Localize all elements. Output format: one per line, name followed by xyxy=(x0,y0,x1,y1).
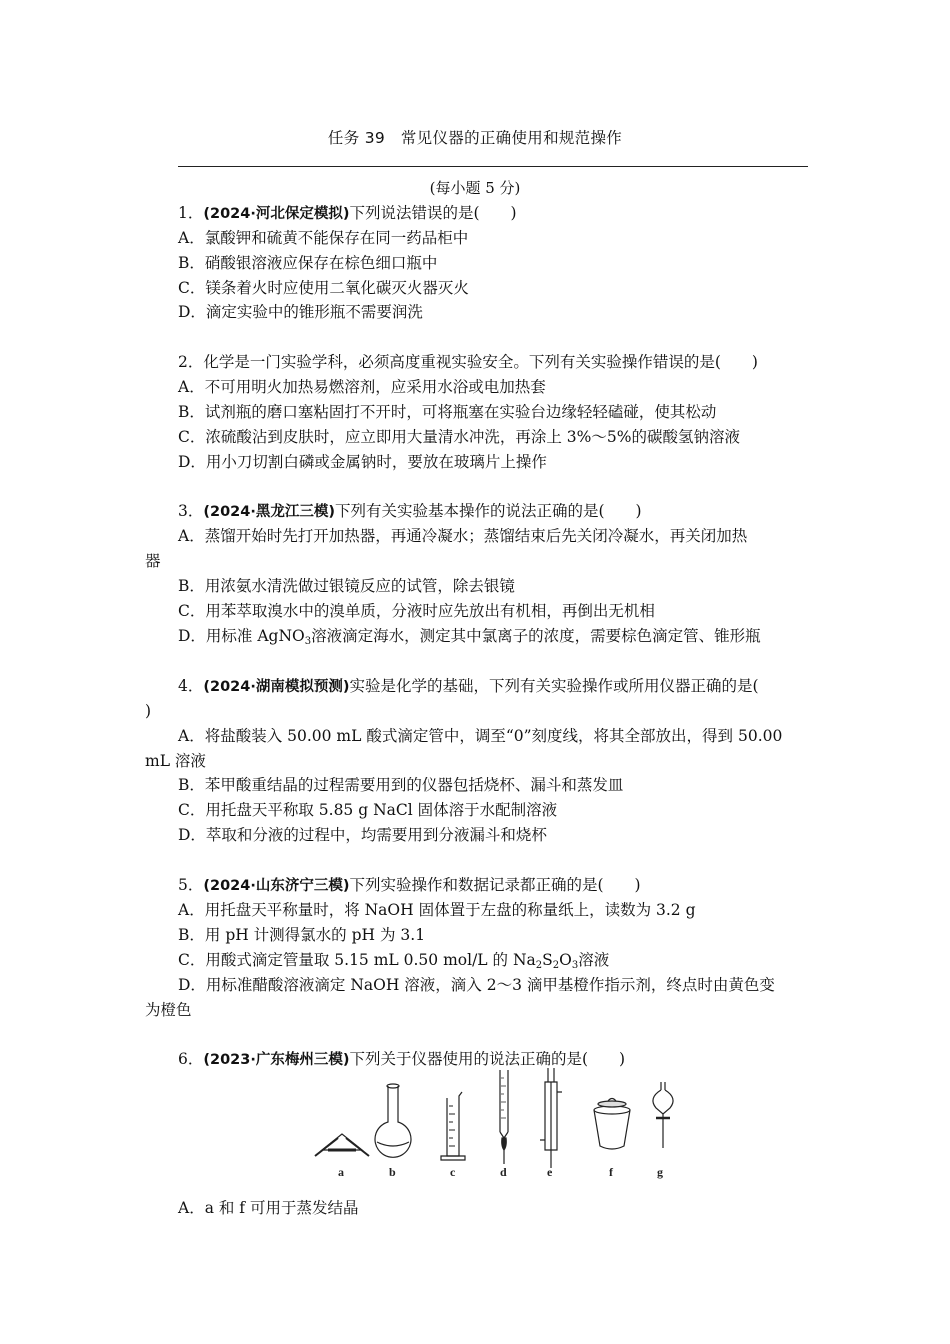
question-2-option-d: D．用小刀切割白磷或金属钠时，要放在玻璃片上操作 xyxy=(178,453,547,471)
question-5-option-d-cont: 为橙色 xyxy=(145,1001,192,1019)
question-6-option-a: A．a 和 f 可用于蒸发结晶 xyxy=(178,1199,359,1217)
question-3-option-d: D．用标准 AgNO$_3$溶液滴定海水，测定其中氯离子的浓度，需要棕色滴定管、锥形瓶 xyxy=(178,627,761,647)
question-6-stem: 6．(2023·广东梅州三模)下列关于仪器使用的说法正确的是( ) xyxy=(178,1050,626,1068)
question-2-stem: 2．化学是一门实验学科，必须高度重视实验安全。下列有关实验操作错误的是( ) xyxy=(178,353,758,371)
question-2-option-c: C．浓硫酸沾到皮肤时，应立即用大量清水冲洗，再涂上 3%～5%的碳酸氢钠溶液 xyxy=(178,428,740,446)
question-5-stem: 5．(2024·山东济宁三模)下列实验操作和数据记录都正确的是( ) xyxy=(178,876,641,894)
question-5-option-b: B．用 pH 计测得氯水的 pH 为 3.1 xyxy=(178,926,426,944)
round-bottom-flask-icon xyxy=(375,1084,411,1157)
burette-icon xyxy=(500,1070,508,1164)
condenser-icon xyxy=(540,1068,562,1168)
question-3-option-b: B．用浓氨水清洗做过银镜反应的试管，除去银镜 xyxy=(178,577,515,595)
question-4-stem-cont: ) xyxy=(145,702,152,720)
question-5-option-d: D．用标准醋酸溶液滴定 NaOH 溶液，滴入 2～3 滴甲基橙作指示剂，终点时由黄色变 xyxy=(178,976,775,994)
question-3-option-a: A．蒸馏开始时先打开加热器，再通冷凝水；蒸馏结束后先关闭冷凝水，再关闭加热 xyxy=(178,527,748,545)
question-4-option-d: D．萃取和分液的过程中，均需要用到分液漏斗和烧杯 xyxy=(178,826,547,844)
figure-label-e: e xyxy=(547,1165,553,1179)
page-title: 任务 39 常见仪器的正确使用和规范操作 xyxy=(327,129,623,147)
separatory-funnel-icon xyxy=(653,1082,673,1148)
figure-label-d: d xyxy=(500,1165,507,1179)
figure-label-c: c xyxy=(450,1165,456,1179)
question-4-option-b: B．苯甲酸重结晶的过程需要用到的仪器包括烧杯、漏斗和蒸发皿 xyxy=(178,776,624,794)
question-4-option-a-cont: mL 溶液 xyxy=(145,752,206,770)
apparatus-figure xyxy=(310,1068,690,1190)
score-note: (每小题 5 分) xyxy=(429,179,521,197)
question-1-option-c: C．镁条着火时应使用二氧化碳灭火器灭火 xyxy=(178,279,469,297)
question-4-option-c: C．用托盘天平称取 5.85 g NaCl 固体溶于水配制溶液 xyxy=(178,801,558,819)
question-4-stem: 4．(2024·湖南模拟预测)实验是化学的基础，下列有关实验操作或所用仪器正确的是( xyxy=(178,677,759,695)
figure-label-b: b xyxy=(389,1165,396,1179)
figure-label-g: g xyxy=(657,1165,663,1179)
question-5-option-c: C．用酸式滴定管量取 5.15 mL 0.50 mol/L 的 $Na_2S_2O_3$溶液 xyxy=(178,951,610,971)
question-3-option-a-cont: 器 xyxy=(145,552,161,570)
clay-triangle-icon xyxy=(315,1134,369,1156)
question-1-stem: 1．(2024·河北保定模拟)下列说法错误的是( ) xyxy=(178,204,517,222)
question-4-option-a: A．将盐酸装入 50.00 mL 酸式滴定管中，调至“0”刻度线，将其全部放出，得到 50.00 xyxy=(178,727,783,745)
question-1-option-a: A．氯酸钾和硫黄不能保存在同一药品柜中 xyxy=(178,229,469,247)
title-divider xyxy=(178,166,808,167)
graduated-cylinder-icon xyxy=(441,1092,465,1160)
question-2-option-a: A．不可用明火加热易燃溶剂，应采用水浴或电加热套 xyxy=(178,378,546,396)
crucible-icon xyxy=(594,1099,630,1150)
question-3-option-c: C．用苯萃取溴水中的溴单质，分液时应先放出有机相，再倒出无机相 xyxy=(178,602,655,620)
question-1-option-b: B．硝酸银溶液应保存在棕色细口瓶中 xyxy=(178,254,438,272)
question-2-option-b: B．试剂瓶的磨口塞粘固打不开时，可将瓶塞在实验台边缘轻轻磕碰，使其松动 xyxy=(178,403,717,421)
figure-label-a: a xyxy=(338,1165,344,1179)
figure-label-f: f xyxy=(609,1165,613,1179)
question-1-option-d: D．滴定实验中的锥形瓶不需要润洗 xyxy=(178,303,423,321)
question-3-stem: 3．(2024·黑龙江三模)下列有关实验基本操作的说法正确的是( ) xyxy=(178,502,642,520)
question-5-option-a: A．用托盘天平称量时，将 NaOH 固体置于左盘的称量纸上，读数为 3.2 g xyxy=(178,901,696,919)
